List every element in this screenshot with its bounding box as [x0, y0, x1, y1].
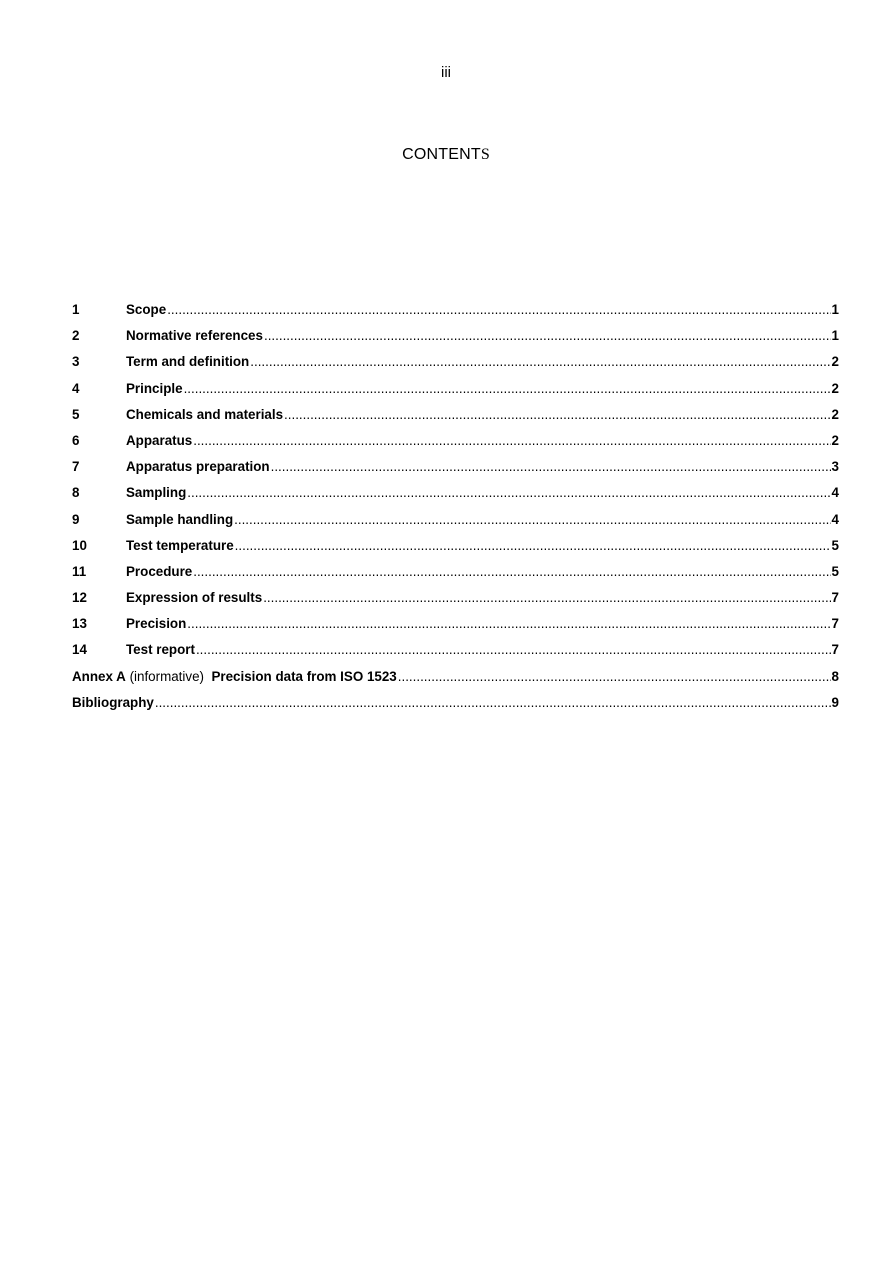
toc-entry-page: 2: [831, 380, 839, 396]
dot-leader: [187, 616, 830, 631]
dot-leader: [264, 328, 831, 343]
toc-entry-number: 8: [72, 485, 80, 501]
toc-entry-title: Scope: [126, 302, 167, 317]
toc-entry-title: Chemicals and materials: [126, 406, 284, 422]
contents-heading: [0, 146, 892, 164]
dot-leader: [155, 695, 831, 710]
toc-entry-page: 7: [831, 642, 839, 658]
toc-entry-page: 2: [831, 354, 839, 370]
dot-leader: [250, 354, 830, 369]
toc-entry-number: 3: [72, 354, 80, 370]
toc-entry-scope[interactable]: [72, 302, 839, 328]
dot-leader: [193, 433, 830, 448]
toc-entry-number: 14: [72, 642, 87, 658]
toc-entry-apparatus[interactable]: [72, 433, 839, 459]
toc-annex-title: [72, 669, 397, 684]
page-number: iii: [441, 64, 451, 81]
toc-entry-title: Apparatus: [126, 432, 193, 448]
toc-entry-title: Apparatus preparation: [126, 459, 270, 475]
dot-leader: [196, 642, 831, 657]
toc-entry-title: Test report: [126, 642, 195, 658]
table-of-contents: [72, 302, 839, 721]
toc-entry-title: Precision: [126, 616, 187, 632]
toc-entry-number: 11: [72, 563, 87, 579]
toc-entry-title: Sample handling: [126, 511, 234, 527]
toc-entry-title: Expression of results: [126, 590, 263, 606]
toc-entry-title: Term and definition: [126, 354, 250, 370]
dot-leader: [263, 590, 830, 605]
toc-entry-bibliography[interactable]: [72, 695, 839, 721]
toc-annex-note: (informative): [129, 668, 204, 684]
toc-entry-title: Normative references: [126, 328, 263, 344]
toc-entry-page: 4: [831, 485, 839, 501]
toc-entry-annex-a[interactable]: [72, 669, 839, 695]
toc-entry-page: 2: [831, 432, 839, 448]
toc-entry-principle[interactable]: [72, 381, 839, 407]
toc-entry-term-and-definition[interactable]: [72, 354, 839, 380]
dot-leader: [184, 381, 831, 396]
dot-leader: [193, 564, 830, 579]
toc-entry-page: 5: [831, 537, 839, 553]
toc-entry-number: 7: [72, 459, 80, 475]
toc-entry-sampling[interactable]: [72, 485, 839, 511]
dot-leader: [234, 512, 830, 527]
toc-entry-page: 2: [831, 406, 839, 422]
toc-entry-number: 13: [72, 616, 87, 632]
toc-entry-page: 4: [831, 511, 839, 527]
toc-entry-page: 9: [831, 694, 839, 710]
toc-entry-procedure[interactable]: [72, 564, 839, 590]
toc-entry-number: 1: [72, 302, 80, 317]
dot-leader: [398, 669, 831, 684]
toc-entry-page: 1: [831, 328, 839, 344]
toc-entry-normative-references[interactable]: [72, 328, 839, 354]
dot-leader: [235, 538, 831, 553]
toc-entry-chemicals-and-materials[interactable]: [72, 407, 839, 433]
toc-entry-test-temperature[interactable]: [72, 538, 839, 564]
toc-entry-page: 5: [831, 563, 839, 579]
toc-entry-number: 4: [72, 380, 80, 396]
toc-entry-apparatus-preparation[interactable]: [72, 459, 839, 485]
contents-heading-main: CONTENT: [402, 146, 481, 163]
toc-entry-page: 7: [831, 616, 839, 632]
toc-annex-name: Precision data from ISO 1523: [211, 668, 397, 684]
toc-entry-number: 9: [72, 511, 80, 527]
dot-leader: [187, 485, 830, 500]
toc-entry-page: 1: [831, 302, 839, 317]
toc-entry-number: 5: [72, 406, 80, 422]
dot-leader: [167, 302, 830, 317]
toc-entry-page: 3: [831, 459, 839, 475]
toc-entry-sample-handling[interactable]: [72, 512, 839, 538]
toc-entry-title: Test temperature: [126, 537, 234, 553]
toc-entry-test-report[interactable]: [72, 642, 839, 668]
toc-entry-page: 8: [831, 668, 839, 684]
toc-entry-title: Bibliography: [72, 694, 154, 710]
dot-leader: [284, 407, 831, 422]
toc-entry-number: 2: [72, 328, 80, 344]
toc-entry-title: Principle: [126, 380, 183, 396]
dot-leader: [271, 459, 831, 474]
toc-entry-page: 7: [831, 590, 839, 606]
toc-entry-precision[interactable]: [72, 616, 839, 642]
toc-entry-number: 6: [72, 432, 80, 448]
toc-entry-title: Sampling: [126, 485, 187, 501]
toc-entry-number: 12: [72, 590, 87, 606]
contents-heading-last-letter: S: [480, 146, 490, 163]
toc-entry-expression-of-results[interactable]: [72, 590, 839, 616]
toc-entry-title: Procedure: [126, 563, 193, 579]
toc-annex-label: Annex A: [72, 668, 126, 684]
toc-entry-number: 10: [72, 537, 87, 553]
